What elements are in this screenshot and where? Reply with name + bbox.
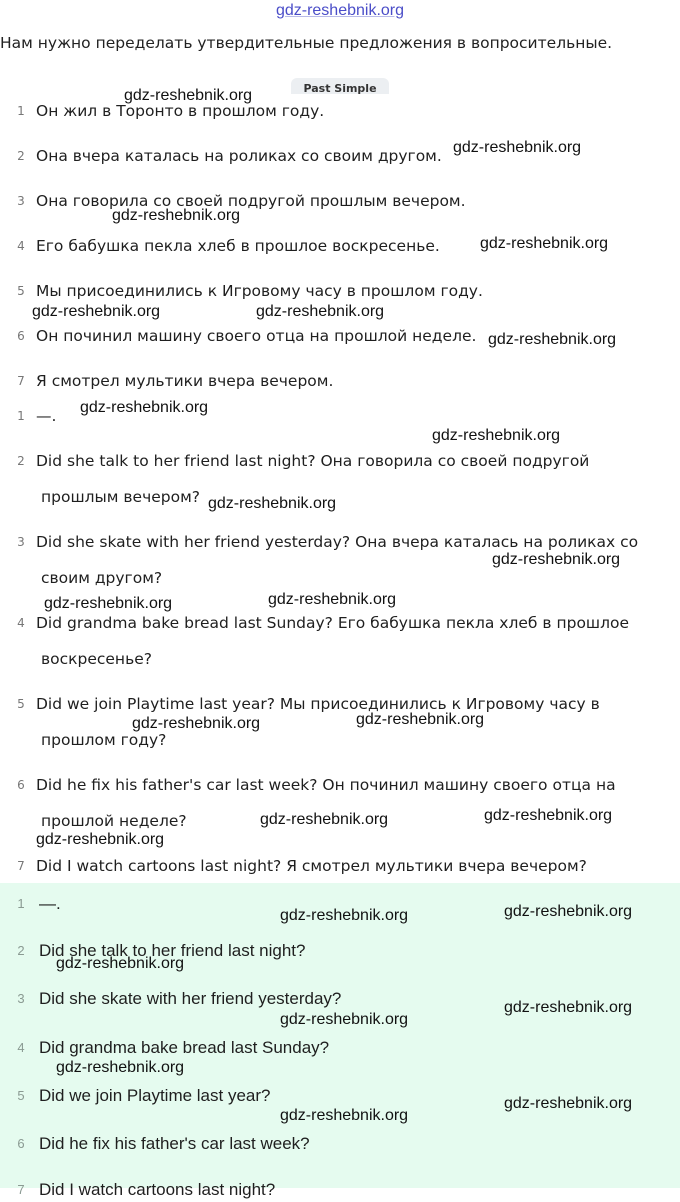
item-text: Did grandma bake bread last Sunday? bbox=[39, 1038, 330, 1057]
watermark: gdz-reshebnik.org bbox=[124, 87, 253, 104]
watermark: gdz-reshebnik.org bbox=[44, 595, 173, 612]
item-text-continued: прошлым вечером? bbox=[41, 488, 201, 506]
item-number: 6 bbox=[17, 778, 25, 792]
item-text: —. bbox=[39, 894, 61, 913]
watermark: gdz-reshebnik.org bbox=[488, 331, 617, 348]
item-text: Did she skate with her friend yesterday? Она вчера каталась на роликах со bbox=[36, 533, 639, 551]
item-number: 5 bbox=[17, 284, 25, 298]
watermark: gdz-reshebnik.org bbox=[80, 399, 209, 416]
item-text: Did he fix his father's car last week? Он починил машину своего отца на bbox=[36, 776, 616, 794]
item-text-continued: своим другом? bbox=[41, 569, 163, 587]
item-number: 4 bbox=[17, 616, 25, 630]
watermark: gdz-reshebnik.org bbox=[256, 303, 385, 320]
watermark: gdz-reshebnik.org bbox=[112, 207, 241, 224]
item-number: 3 bbox=[17, 194, 25, 208]
item-text: Его бабушка пекла хлеб в прошлое воскресенье. bbox=[36, 237, 440, 255]
item-number: 5 bbox=[17, 1088, 25, 1103]
site-header-link[interactable]: gdz-reshebnik.org bbox=[275, 2, 405, 19]
item-number: 2 bbox=[17, 454, 25, 468]
item-text: Он починил машину своего отца на прошлой неделе. bbox=[36, 327, 477, 345]
item-text: Did we join Playtime last year? bbox=[39, 1086, 271, 1105]
watermark: gdz-reshebnik.org bbox=[36, 831, 165, 848]
item-text: —. bbox=[36, 407, 57, 425]
item-number: 1 bbox=[17, 409, 25, 423]
item-number: 3 bbox=[17, 535, 25, 549]
item-number: 7 bbox=[17, 374, 25, 388]
task-instruction: Нам нужно переделать утвердительные предложения в вопросительные. bbox=[0, 34, 613, 52]
watermark: gdz-reshebnik.org bbox=[484, 807, 613, 824]
item-text: Did we join Playtime last year? Мы присоединились к Игровому часу в bbox=[36, 695, 600, 713]
item-text: Она говорила со своей подругой прошлым вечером. bbox=[36, 192, 466, 210]
watermark: gdz-reshebnik.org bbox=[280, 1011, 409, 1028]
item-text: Did she talk to her friend last night? bbox=[39, 941, 306, 960]
item-text: Did she skate with her friend yesterday? bbox=[39, 989, 342, 1008]
watermark: gdz-reshebnik.org bbox=[32, 303, 161, 320]
item-text-continued: прошлом году? bbox=[41, 731, 167, 749]
item-number: 1 bbox=[17, 104, 25, 118]
item-number: 4 bbox=[17, 239, 25, 253]
item-text: Did grandma bake bread last Sunday? Его бабушка пекла хлеб в прошлое bbox=[36, 614, 630, 632]
item-number: 7 bbox=[17, 859, 25, 873]
watermark: gdz-reshebnik.org bbox=[268, 591, 397, 608]
item-number: 7 bbox=[17, 1182, 25, 1197]
watermark: gdz-reshebnik.org bbox=[208, 495, 337, 512]
item-number: 5 bbox=[17, 697, 25, 711]
item-text: Она вчера каталась на роликах со своим другом. bbox=[36, 147, 442, 165]
item-text: Did she talk to her friend last night? Она говорила со своей подругой bbox=[36, 452, 590, 470]
item-text: Did I watch cartoons last night? Я смотрел мультики вчера вечером? bbox=[36, 857, 587, 875]
watermark: gdz-reshebnik.org bbox=[56, 1059, 185, 1076]
item-text: Did he fix his father's car last week? bbox=[39, 1134, 310, 1153]
watermark: gdz-reshebnik.org bbox=[260, 811, 389, 828]
watermark: gdz-reshebnik.org bbox=[480, 235, 609, 252]
tense-tab[interactable]: Past Simple bbox=[291, 78, 389, 94]
item-text: Я смотрел мультики вчера вечером. bbox=[36, 372, 334, 390]
watermark: gdz-reshebnik.org bbox=[504, 1095, 633, 1112]
item-number: 1 bbox=[17, 896, 25, 911]
watermark: gdz-reshebnik.org bbox=[504, 903, 633, 920]
item-number: 4 bbox=[17, 1040, 25, 1055]
item-text-continued: прошлой неделе? bbox=[41, 812, 187, 830]
item-text: Мы присоединились к Игровому часу в прошлом году. bbox=[36, 282, 483, 300]
watermark: gdz-reshebnik.org bbox=[432, 427, 561, 444]
item-number: 6 bbox=[17, 1136, 25, 1151]
watermark: gdz-reshebnik.org bbox=[492, 551, 621, 568]
item-number: 2 bbox=[17, 149, 25, 163]
watermark: gdz-reshebnik.org bbox=[453, 139, 582, 156]
answer-panel bbox=[0, 883, 680, 1199]
item-number: 6 bbox=[17, 329, 25, 343]
item-number: 3 bbox=[17, 991, 25, 1006]
item-text: Did I watch cartoons last night? bbox=[39, 1180, 276, 1199]
item-text: Он жил в Торонто в прошлом году. bbox=[36, 102, 325, 120]
item-number: 2 bbox=[17, 943, 25, 958]
watermark: gdz-reshebnik.org bbox=[56, 955, 185, 972]
watermark: gdz-reshebnik.org bbox=[280, 907, 409, 924]
watermark: gdz-reshebnik.org bbox=[504, 999, 633, 1016]
watermark: gdz-reshebnik.org bbox=[356, 711, 485, 728]
watermark: gdz-reshebnik.org bbox=[132, 715, 261, 732]
watermark: gdz-reshebnik.org bbox=[280, 1107, 409, 1124]
item-text-continued: воскресенье? bbox=[41, 650, 152, 668]
